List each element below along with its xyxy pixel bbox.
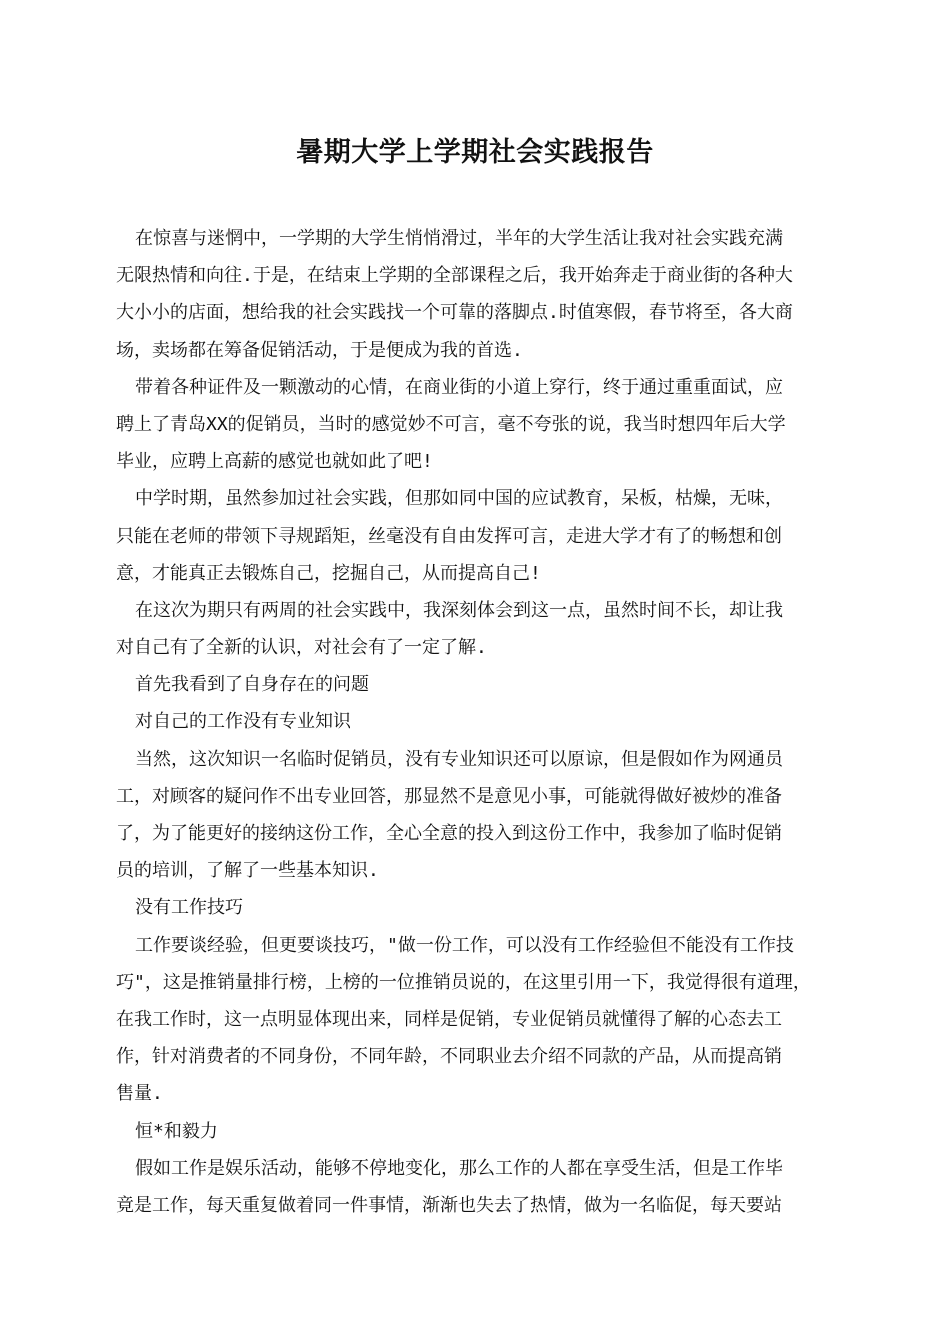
section-heading: 恒*和毅力 [135, 1120, 218, 1142]
paragraph-line: 对自己有了全新的认识，对社会有了一定了解. [116, 637, 487, 659]
paragraph-line: 无限热情和向往.于是，在结束上学期的全部课程之后，我开始奔走于商业街的各种大 [116, 265, 793, 287]
paragraph-line: 当然，这次知识一名临时促销员，没有专业知识还可以原谅，但是假如作为网通员 [135, 748, 783, 770]
section-heading: 首先我看到了自身存在的问题 [135, 674, 369, 696]
paragraph-line: 员的培训，了解了一些基本知识. [116, 860, 379, 882]
paragraph-line: 意，才能真正去锻炼自己，挖掘自己，从而提高自己! [116, 562, 541, 584]
paragraph-line: 工作要谈经验，但更要谈技巧，"做一份工作，可以没有工作经验但不能没有工作技 [135, 934, 794, 956]
paragraph-line: 大小小的店面，想给我的社会实践找一个可靠的落脚点.时值寒假，春节将至，各大商 [116, 302, 793, 324]
paragraph-line: 在惊喜与迷惘中，一学期的大学生悄悄滑过，半年的大学生活让我对社会实践充满 [135, 228, 783, 249]
paragraph-line: 作，针对消费者的不同身份，不同年龄，不同职业去介绍不同款的产品，从而提高销 [116, 1046, 782, 1068]
paragraph-line: 场，卖场都在筹备促销活动，于是便成为我的首选. [116, 339, 523, 361]
paragraph-line: 中学时期，虽然参加过社会实践，但那如同中国的应试教育，呆板，枯燥，无味， [135, 488, 783, 510]
paragraph-line: 带着各种证件及一颗激动的心情，在商业街的小道上穿行，终于通过重重面试，应 [135, 376, 783, 398]
paragraph-line: 在这次为期只有两周的社会实践中，我深刻体会到这一点，虽然时间不长，却让我 [135, 599, 783, 621]
paragraph-line: 假如工作是娱乐活动，能够不停地变化，那么工作的人都在享受生活，但是工作毕 [135, 1157, 783, 1179]
paragraph-line: 了，为了能更好的接纳这份工作，全心全意的投入到这份工作中，我参加了临时促销 [116, 823, 782, 844]
document-title: 暑期大学上学期社会实践报告 [296, 137, 654, 168]
section-heading: 对自己的工作没有专业知识 [135, 711, 351, 733]
paragraph-line: 在我工作时，这一点明显体现出来，同样是促销，专业促销员就懂得了解的心态去工 [116, 1008, 782, 1030]
paragraph-line: 工，对顾客的疑问作不出专业回答，那显然不是意见小事，可能就得做好被炒的准备 [116, 785, 782, 807]
paragraph-line: 售量. [116, 1083, 163, 1105]
section-heading: 没有工作技巧 [135, 897, 243, 919]
paragraph-line: 聘上了青岛XX的促销员，当时的感觉妙不可言，毫不夸张的说，我当时想四年后大学 [116, 413, 786, 435]
document-body [116, 220, 838, 1224]
paragraph-line: 竟是工作，每天重复做着同一件事情，渐渐也失去了热情，做为一名临促，每天要站 [116, 1194, 782, 1216]
paragraph-line: 毕业，应聘上高薪的感觉也就如此了吧! [116, 451, 433, 473]
paragraph-line: 只能在老师的带领下寻规蹈矩，丝毫没有自由发挥可言，走进大学才有了的畅想和创 [116, 525, 782, 547]
paragraph-line: 巧"，这是推销量排行榜，上榜的一位推销员说的，在这里引用一下，我觉得很有道理， [116, 971, 811, 993]
